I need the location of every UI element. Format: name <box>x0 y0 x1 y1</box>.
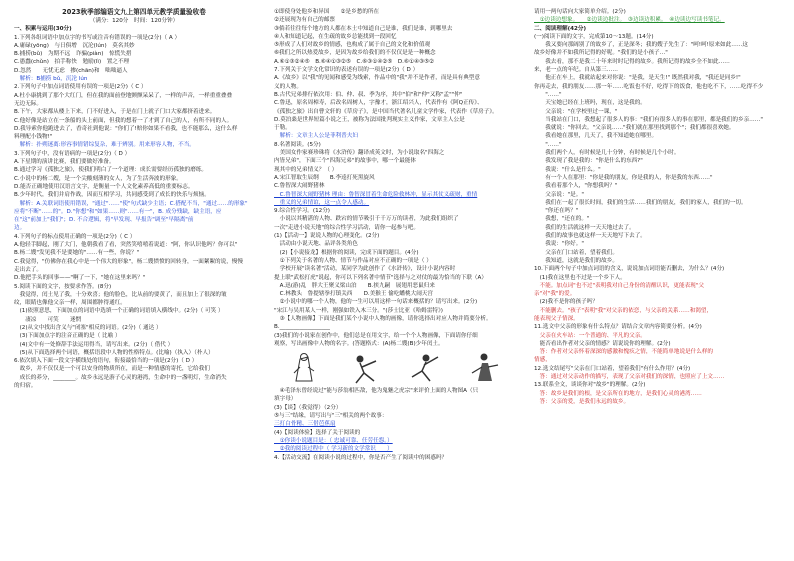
text-line: 的归宿。 <box>14 383 37 390</box>
text-line: C.林教头 鲁提辖拳打镇关西 D.美猴王 偷吃蟠桃大闹天宫 <box>274 291 433 298</box>
text-line: 我知道，这就是我们的故乡。 <box>534 257 618 264</box>
text-line: 我们在一起了很长时间，我们的生活……我们的朋友，我们的家人，我们的一切。 <box>534 199 747 206</box>
text-line: C.鲁智深大闹野猪林 <box>274 183 325 190</box>
text-line: 我看着那个人，"你想我吗？" <box>534 183 618 190</box>
text-line: A.他轻手脚起，刚了大门，他朝我看了看，突然笑嘻嘻着说道："阿，你认识他吗？你可以" <box>14 242 238 249</box>
portrait-figures <box>274 351 514 385</box>
text-line: 1.下列各组词语中加点字的书写或注音有错误的一项是(2分)（ A ） <box>14 34 181 41</box>
text-line: C.他好像是站立在一条船的头上前面，但我的想着一了才到了自己的人，有所不同的人。 <box>14 117 233 124</box>
text-line: 有一个人在那里："你是我的朋友，你是我的人，你是我的东西……" <box>534 174 713 181</box>
text-line: 父亲说："是。" <box>534 191 584 198</box>
text-line: 解析：A.关联词语使用错误，"通过"……"使"句式缺少主语；C.搭配不当，"通过……的形象" <box>14 200 248 207</box>
text-line: C.鲁迅，原名周樟寿，后改名周树人，字豫才，浙江绍兴人，代表作有《阿Q正传》、 <box>274 100 483 107</box>
text-line: 无边无际。 <box>14 100 42 107</box>
text-line: 2.下列句子中加点词语使用有误的一项是(2分)（ C ） <box>14 84 147 91</box>
text-line: (1)【活动一】说说人物的心理变化。(2分) <box>274 233 380 240</box>
text-line: D.莫泊桑是世界短篇小说之王，被称为法国批判现实主义作家，文章主人公是 <box>274 116 465 123</box>
column-right-lines <box>534 8 782 406</box>
text-line: 父亲在门口站着，望着我们。 <box>534 249 618 256</box>
text-line: 父亲说："在学校里过一课，" <box>534 108 618 115</box>
text-line: 答：故乡是我们的根，是父亲所在的地方，是我们心灵的港湾…… <box>534 390 702 397</box>
text-line: A.⑥①③②④⑤ B.⑥④①③②⑤ C.⑥③①④②⑤ D.⑥①④③⑤② <box>274 58 435 65</box>
text-line: C.愚蠢(chǔn) 拍手称快 勉励(lì) 置之不理 <box>14 59 130 66</box>
text-line: C.鲁智深大闹野猪林 理由：鲁智深冒着生命危险救林冲，显示其仗义疏财，重情 <box>274 191 478 198</box>
text-line: 应将"不断"……的"。D."你想"和"如果……则"……有一"，B. 成分残缺，缺主语，应 <box>14 208 222 215</box>
text-line: B.通过学习《孤独之旅》，使我们明白了一个道理：成长需要经历孤独的磨练。 <box>14 167 208 174</box>
text-line: 4.【活动交流】在阅读小说的过程中，你是否产生了阅读中的困惑吗？ <box>274 454 448 461</box>
text-line: 13.联系全文，谈谈你对"故乡"的理解。(2分) <box>534 382 646 389</box>
text-line: 纹，眼睛也像他父亲一样，周围都肿得通红。 <box>14 300 126 307</box>
text-line: ②我的阅读过程中（ 学习新的文学常识 ） <box>274 446 393 453</box>
text-line: 小说以其精湛的人物、跌宕的情节吸引千千万万的读者，为此我们组织了 <box>274 216 459 223</box>
text-line: ①你读小说题目是：（ 忠诚可靠、任劳任怨。） <box>274 437 393 444</box>
text-line: 4.下列句子的标点使用正确的一项是(2分)（ C ） <box>14 233 136 240</box>
text-line: B.__________________ <box>274 324 330 331</box>
text-line: ④毛泽东曾经说过"能与莎翁相匹敌，他为鬼魅之虎宗"来评价上面的人物图A（只 <box>274 388 479 395</box>
text-line: B.古代兄弟排行依次用：伯、仲、叔、季为序，其中"伯"和"仲"又称"孟""仲" <box>274 91 463 98</box>
text-line: 我说："你好。" <box>534 241 584 248</box>
text-line: 10.下面两个句子中加点词语的含义，说说加点词语能否删去，为什么？(4分) <box>534 266 725 273</box>
text-line: 7.下列关于文学文化常识的表述有误的一项是(2分)（ D ） <box>274 67 419 74</box>
text-line: (一)阅读下面的文字，完成第10～13题。(14分) <box>534 33 654 40</box>
text-line: ①边读边想象。 ②边读边批注。 ③边读边积累。 ④边读边写读书笔记。 <box>534 17 725 24</box>
text-line: 答：通过对父亲动作的描写，表现了父亲对我们的深情，也照应了上文…… <box>534 374 725 381</box>
column-left <box>14 8 254 556</box>
text-line: (4)【阅读体验】选择了关于阅读的 <box>274 429 361 436</box>
text-line: 凄凉 可笑 迷惘 <box>14 316 82 323</box>
text-line: 不能删去。"孩子"表明"我"对父亲的依恋，与父亲的关系……和渴望， <box>534 307 713 314</box>
text-line: 我去看，那不是我二十年来时时记得的故乡。我所记得的故乡全不如此…… <box>534 58 730 65</box>
text-line: B.捕捞(bǔ) 为期不远 诈骗(piàn) 惊慌失措 <box>14 51 132 58</box>
text-line: 亲"对"我"的爱。 <box>534 291 576 298</box>
text-line: 我发现了我是我的："你是什么的东西?" <box>534 158 643 165</box>
text-line: A.《故乡》以"我"的见闻和感受为线索，作品中的"我"并不是作者，而是具有典型意 <box>274 75 480 82</box>
column-left-lines <box>14 25 254 390</box>
text-line: 来，老一点的年纪。自从第三…… <box>534 67 618 74</box>
text-line: ③【人物画像】下面是我们某个小说中人物的画像，请你选择出对应人物并简要分析。 <box>274 315 492 322</box>
text-line: "宋江与吴用某人一样，刚强如铁入木三分。"(莎士比亚《哈姆雷特》) <box>274 307 443 314</box>
exam-meta: （满分：120分 时间：120分钟） <box>89 18 179 24</box>
text-line: C.我觉得，"仿佛你在我心中是一个伟大的形象"，杨二嫂愤愤的回转身，一面絮絮的说，慢慢 <box>14 258 243 265</box>
text-line: B.杨二嫂"发见我不是要她的"……有一些，你说？" <box>14 250 140 257</box>
text-line: 重义的兄弟情谊，这一点令人感动。 <box>274 199 370 206</box>
text-line: 5.阅读下面的文字，按要求作答。(8分) <box>14 283 112 290</box>
text-line: 义的人物。 <box>274 83 302 90</box>
text-line: 于勒。 <box>274 125 291 132</box>
text-line: 二、阅读理解(42分) <box>534 25 587 32</box>
text-line: 我们两个人，有时候是几十分钟，有时候是几个小时。 <box>534 150 680 157</box>
text-line: (1)依照意思，下面加点的词语中选填一个正确的词语填入横线中。(2分)（ 可笑 ） <box>14 308 224 315</box>
text-line: 解析：文章主人公是菲利普夫妇 <box>274 133 358 140</box>
text-line: A.下星期的演讲比赛，我们要做好准备。 <box>14 159 115 166</box>
text-line: 请用一两句话向大家简单介绍。(2分) <box>534 9 626 15</box>
text-line: 父亲在火车站：一个普通的、平凡的父亲。 <box>534 332 646 339</box>
text-line: 活动由小说天地、品评各类角色 <box>274 241 358 248</box>
text-line: D.能否正确地使用汉语言文字，是衡量一个人文化素养高低的重要标志。 <box>14 183 194 190</box>
text-line: 内皆兄弟"，下面三个"四海兄弟"的故事中，哪一个最能体 <box>274 158 416 165</box>
text-line: A.宋江智取生辰纲 B.李逵打死黑旋风 <box>274 174 375 181</box>
text-line: 成长的养分，________。故乡永远是游子心灵的港湾，生命中的一盏明灯，生命消失 <box>14 374 227 381</box>
text-line: B.下午，大家都从楼上下来，门不好进入，于是在门上就子门口大家都挤着进来。 <box>14 109 216 116</box>
text-line: 故乡，并不仅仅是一个可以安身的物质所在，而是一种情感的寄托，它给我们 <box>14 366 210 373</box>
text-line: 解析：扑朔迷离:形容事情错综复杂，难于辨别。用来形容人物，不当。 <box>14 142 195 149</box>
figure-a-portrait <box>286 351 322 385</box>
text-line: 我说："什么是什么。" <box>534 166 601 173</box>
text-line: ⑥我们之所以热爱故乡，是因为故乡给我们的不仅仅是是一种概念 <box>274 50 436 57</box>
text-line: 美国女作家赛珍珠将《水浒传》翻译成英文时，为小说取名"四海之 <box>274 150 445 157</box>
text-line: "……" <box>534 141 562 148</box>
text-line: 我觉得，闰土见了我，十分欢喜；他的脸色，比从前的要黄了，而且加上了很深的皱 <box>14 291 227 298</box>
text-line: 9.综合性学习。(12分) <box>274 208 330 215</box>
text-line: (3)【谈】（我觉得）（2分） <box>274 404 342 411</box>
text-line: ②小说中的哪一个人物，他的一生可以用这样一句话来概括的？请写出来。(2分) <box>274 299 478 306</box>
text-line: 我就说："你回去。"父亲说……"我们就在那里找到那个"；我们都很喜欢她。 <box>534 125 735 132</box>
text-line: 料理配小钱物!" <box>14 134 53 141</box>
text-line: 提上联"武松打虎"说起，你可以下列名著中情节"选择与之对仗的最为恰当的下联（A） <box>274 274 487 281</box>
text-line: (1)我在这里也不过是一个乡下人。 <box>534 274 626 281</box>
text-line: 走出去了。 <box>14 266 42 273</box>
text-line: 在"这"前加上"我们"；D. 不合逻辑，将"早发现、早报告"调至"早隔离"前 <box>14 217 194 224</box>
text-line: 我又要向那阔别了的故乡了，正是深冬；我的嫂子先生了："呵!呵!原来如此……这 <box>534 42 749 49</box>
text-line: 现其中的兄弟情义？（ ） <box>274 166 338 173</box>
exam-title: 2023秋季部编语文九上第四单元教学质量验收卷 <box>62 8 206 16</box>
text-line: 填字母） <box>274 396 297 403</box>
text-line: 一次"走进小说天地"的综合性学习活动，请你一起参与吧。 <box>274 224 419 231</box>
text-line: 我们的故事也就这样一天天地写下去了。 <box>534 233 646 240</box>
text-line: 故乡好像并不如我所记得的好呢。"我们的是小孩子…" <box>534 50 668 57</box>
text-line: (4)文中有一处修辞手法运用得当，请写出来。(2分)（ 借代 ） <box>14 341 174 348</box>
text-line: A.庸碌(yōng) 与日俱增 沉沦(lún) 莫名其妙 <box>14 42 135 49</box>
text-line: 3.下列句子中，没有语病的一项是(2分)（ D ） <box>14 150 131 157</box>
text-line: 12.选文结尾写"父亲在门口站着，望着我们"有什么作用？(4分) <box>534 365 691 372</box>
text-line: D.忽然 无忧无虑 掺(chān)和 咄咄逼人 <box>14 67 128 74</box>
text-line: 三打白骨精、三借芭蕉扇 <box>274 421 336 428</box>
text-line: ②还展现为有自己的邮票 <box>274 17 335 24</box>
text-line: 一、积累与运用(30分) <box>14 26 72 33</box>
text-line: (5)从下面选择两个词语，概括语段中人物的性格特点。(比喻)（执入）（朴人） <box>14 349 214 356</box>
column-middle <box>274 8 514 556</box>
text-line: 11.选文中父亲的形象有什么特点？请结合文章内容简要分析。(4分) <box>534 324 702 331</box>
text-line: 能表现父子情深。 <box>534 315 579 322</box>
text-line: "你还在吗？" <box>534 208 579 215</box>
text-line: 边。 <box>14 225 26 232</box>
text-line: (3)我们的小说家在创作中，他们总是在用文字，给一个个人物画像，下面请你仔细 <box>274 332 478 339</box>
text-line: A.杜小康挑到了那个大红门，但在我的面前登地颤颤呆呆了，一样的声音，一样重重叠叠 <box>14 92 233 99</box>
text-line: ⑤与三"结缘，请写出与"三"相关的两个故事： <box>274 413 388 420</box>
text-line: 我看她在那里，几天了，我不知道她在哪里。 <box>534 133 658 140</box>
text-line: 学校开展"读名著"活动，某同学为此创作了《水浒传》，设计小说内容时 <box>274 266 456 273</box>
text-line: 答：父亲的爱，是我们永远的故乡。 <box>534 398 630 405</box>
column-right <box>534 8 782 556</box>
figure-b-portrait <box>346 351 382 385</box>
column-middle-lines-bottom <box>274 387 514 462</box>
text-line: 6.依次填入下面一段文字横线处的语句，衔接最恰当的一项是(2分)（ D ） <box>14 358 198 365</box>
text-line: (3)下面加点字的注音正确的是（ 比喻 ） <box>14 333 121 340</box>
text-line: 我想，"还在的。" <box>534 216 590 223</box>
text-line: 当我站在门口，我想起了很多人的事："我们有很多人的事在那里，都是我们的乡亲……" <box>534 116 763 123</box>
text-line: (2)【小说接龙】根据你的阅读，完成下面的题目。(4分) <box>274 249 419 256</box>
text-line: ①下列关于名著的人物、情节与作品对应不正确的一项是（ ） <box>274 257 432 264</box>
column-middle-lines-top <box>274 8 514 348</box>
text-line: 解析：B捕捞 bǔ，沉沦 lún <box>14 76 88 83</box>
text-line: "……" <box>534 91 562 98</box>
text-line: 《孤独之旅》出自曹文轩的《草房子》，是中国当代著名儿童文学作家，代表作《草房子》。 <box>274 108 498 115</box>
text-line: D.我导索你他跑进去了，香奇社到他说："你们了!赔你如果不看我，也不能那么，这什么样 <box>14 125 238 132</box>
figure-c-portrait <box>406 351 442 385</box>
text-line: 你再走去，我的朋友……那一年……吃饭也不好，吃得下的饭食，他也吃不下，……吃得不少 <box>534 83 764 90</box>
text-line: 8.名著阅读。(5分) <box>274 141 321 148</box>
text-line: B.少年时代，我们并肩作战，因而互相学习，共同感受到了成长的快乐与烦恼。 <box>14 192 210 199</box>
text-line: (2)从文中找出含义与"闭塞"相反的词语。(2分)（ 通达 ） <box>14 324 162 331</box>
text-line: ④人和知道记起，在生疏的故乡总能找到一段回忆 <box>274 33 397 40</box>
text-line: D.他把手头的回事——"啊了一下，"她在这里来吗？" <box>14 275 146 282</box>
text-line: 我们的生活就这样一天天地过去了。 <box>534 224 635 231</box>
text-line: 情感， <box>534 357 551 364</box>
text-line: ⑤形成了人们对故乡的情感，也构成了属于自己的文化和价值观 <box>274 42 431 49</box>
text-line: 天宝她已经在上班吗，现在，这是我的。 <box>534 100 646 107</box>
text-line: ③倘若往往每个地方的人都在本土中知道自己是谁，我们是谁，到哪里去 <box>274 25 453 32</box>
text-line: 不能。加点词"也不过"表明我对自己身份的清醒认识，更能表现"父 <box>534 282 704 289</box>
text-line: 答：作者对父亲怀着深深的感激和愧疚之情，不能简单地说是什么样的 <box>534 349 714 356</box>
text-line: A.迅(游)乱 胖大王聚义梁山泊 B.挟九嗣 展翅用恶鼠归来 <box>274 282 435 289</box>
text-line: 他正在车上，我就站起来对你说："是我，是天生!" 既然我对我，"我还是同乡!" <box>534 75 741 82</box>
text-line: ①即使身处他乡和异国 ②是乡愁的所在 <box>274 9 380 15</box>
text-line: C.小说中的杨二嫂，是一个尖酸刻薄的女人，为了生活奔波的形象。 <box>14 175 182 182</box>
text-line: 观察，写出画像中人物的名字。(答题格式：(A)杨二嫂(B)少年闰土。 <box>274 340 444 347</box>
figure-d-portrait <box>466 351 502 385</box>
text-line: (2)我不是你的孩子吗？ <box>534 299 598 306</box>
text-line: 能否看出作者对父亲的情感？请说说你的理解。(2分) <box>534 340 671 347</box>
